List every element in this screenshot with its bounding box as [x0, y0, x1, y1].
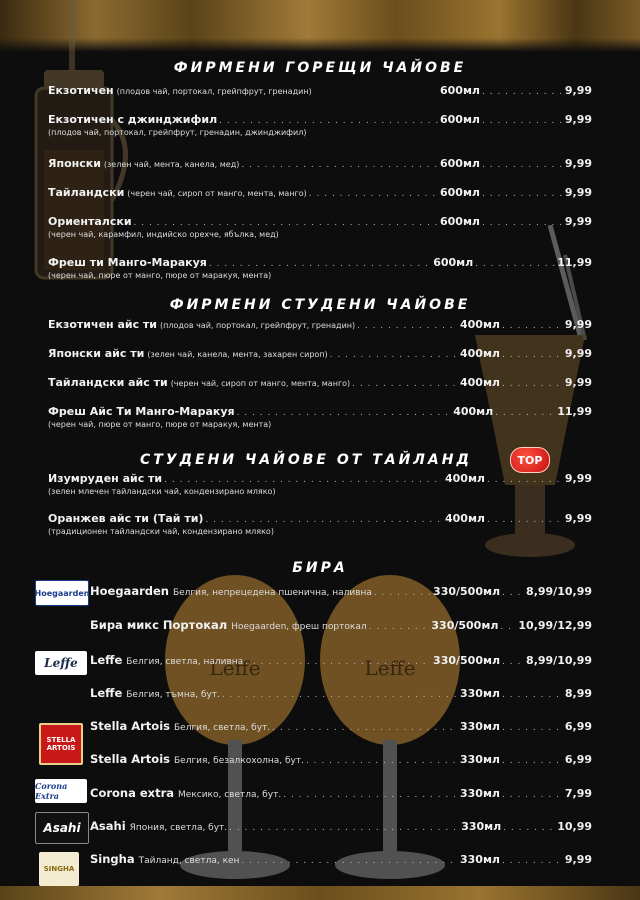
- item-price: 9,99: [564, 347, 592, 360]
- item-sub: (традиционен тайландски чай, кондензирано мляко): [48, 527, 274, 536]
- hot-teas-title: ФИРМЕНИ ГОРЕЩИ ЧАЙОВЕ: [173, 60, 467, 76]
- beer-row: [90, 819, 592, 833]
- stella-artois-logo: STELLA ARTOIS: [39, 723, 83, 765]
- item-desc: (черен чай, сироп от манго, мента, манго): [127, 189, 307, 198]
- tea-press-illustration: [14, 0, 134, 300]
- item-name: Японски: [48, 157, 101, 170]
- cold-teas-title: ФИРМЕНИ СТУДЕНИ ЧАЙОВЕ: [169, 297, 471, 313]
- beer-row: [90, 752, 592, 766]
- item-name: Фреш Айс Ти Манго-Маракуя: [48, 405, 235, 418]
- item-volume: 400мл: [444, 472, 485, 485]
- item-price: 9,99: [564, 512, 592, 525]
- item-volume: 600мл: [439, 186, 480, 199]
- item-name: Тайландски айс ти: [48, 376, 168, 389]
- item-name: Изумруден айс ти: [48, 472, 163, 485]
- item-name: Екзотичен айс ти: [48, 318, 158, 331]
- item-price: 9,99: [564, 215, 592, 228]
- item-name: Японски айс ти: [48, 347, 145, 360]
- item-name: Stella Artois: [90, 752, 170, 766]
- cold-tea-row: [48, 405, 592, 429]
- item-name: Asahi: [90, 819, 126, 833]
- cold-tea-row: [48, 347, 592, 360]
- item-desc: (плодов чай, портокал, грейпфрут, гренадин): [116, 87, 312, 96]
- item-price: 9,99: [564, 376, 592, 389]
- item-volume: 330мл: [459, 787, 500, 800]
- item-desc: Белгия, непрецедена пшенична, наливна: [172, 588, 372, 598]
- item-sub: (плодов чай, портокал, грейпфрут, гренадин, джинджифил): [48, 128, 307, 137]
- item-name: Stella Artois: [90, 719, 170, 733]
- item-desc: Белгия, безалкохолна, бут.: [173, 756, 304, 766]
- thai-tea-row: [48, 512, 592, 536]
- hoegaarden-logo: Hoegaarden: [35, 580, 89, 606]
- item-volume: 600мл: [439, 215, 480, 228]
- item-volume: 330/500мл: [433, 585, 501, 598]
- item-price: 9,99: [564, 472, 592, 485]
- item-name: Corona extra: [90, 786, 175, 800]
- item-desc: Белгия, светла, бут.: [173, 723, 271, 733]
- thai-tea-row: [48, 472, 592, 496]
- item-price: 9,99: [564, 186, 592, 199]
- item-desc: Тайланд, светла, кен: [138, 856, 240, 866]
- item-price: 9,99: [564, 318, 592, 331]
- beer-row: [90, 653, 592, 667]
- beer-row: [90, 786, 592, 800]
- item-price: 9,99: [564, 853, 592, 866]
- item-name: Hoegaarden: [90, 584, 169, 598]
- beer-row: [90, 719, 592, 733]
- item-desc: Белгия, светла, наливна: [126, 657, 244, 667]
- item-price: 8,99/10,99: [526, 654, 592, 667]
- item-volume: 400мл: [459, 318, 500, 331]
- hot-tea-row: [48, 113, 592, 137]
- item-price: 6,99: [564, 753, 592, 766]
- item-volume: 400мл: [459, 376, 500, 389]
- item-volume: 330/500мл: [431, 619, 499, 632]
- item-name: Leffe: [90, 686, 123, 700]
- item-price: 7,99: [564, 787, 592, 800]
- hot-tea-row: [48, 215, 592, 239]
- item-price: 8,99/10,99: [526, 585, 592, 598]
- item-price: 9,99: [564, 84, 592, 97]
- item-volume: 600мл: [439, 84, 480, 97]
- top-badge: TOP: [510, 447, 550, 473]
- item-desc: Япония, светла, бут.: [129, 823, 228, 833]
- item-volume: 330мл: [459, 720, 500, 733]
- item-volume: 600мл: [433, 256, 474, 269]
- item-name: Оранжев айс ти (Тай ти): [48, 512, 204, 525]
- item-name: Бира микс Портокал: [90, 618, 228, 632]
- glass-logo-left: Leffe: [209, 656, 261, 680]
- item-price: 6,99: [564, 720, 592, 733]
- beer-row: [90, 584, 592, 598]
- cold-tea-row: [48, 318, 592, 331]
- item-price: 8,99: [564, 687, 592, 700]
- item-name: Тайландски: [48, 186, 125, 199]
- item-desc: Белгия, тъмна, бут.: [126, 690, 220, 700]
- item-price: 10,99/12,99: [518, 619, 592, 632]
- item-name: Singha: [90, 852, 135, 866]
- item-volume: 400мл: [459, 347, 500, 360]
- hot-tea-row: [48, 84, 592, 97]
- hot-tea-row: [48, 157, 592, 170]
- glass-logo-right: Leffe: [364, 656, 416, 680]
- leffe-logo: Leffe: [35, 651, 87, 675]
- item-sub: (зелен млечен тайландски чай, кондензирано мляко): [48, 487, 276, 496]
- item-price: 11,99: [557, 405, 592, 418]
- item-name: Фреш ти Манго-Маракуя: [48, 256, 207, 269]
- beer-title: БИРА: [292, 560, 348, 576]
- item-desc: (черен чай, сироп от манго, мента, манго): [170, 379, 351, 388]
- hot-tea-row: [48, 186, 592, 199]
- beer-row: [90, 686, 592, 700]
- item-volume: 330мл: [459, 687, 500, 700]
- item-volume: 600мл: [439, 113, 480, 126]
- item-name: Ориенталски: [48, 215, 132, 228]
- item-desc: (плодов чай, портокал, грейпфрут, гренадин): [160, 321, 356, 330]
- item-volume: 330мл: [459, 753, 500, 766]
- item-price: 11,99: [557, 256, 592, 269]
- thai-teas-title: СТУДЕНИ ЧАЙОВЕ ОТ ТАЙЛАНД: [140, 452, 472, 468]
- item-desc: (зелен чай, канела, мента, захарен сироп): [147, 350, 328, 359]
- bottom-texture-band: [0, 886, 640, 900]
- asahi-logo: Asahi: [35, 812, 89, 844]
- item-volume: 600мл: [439, 157, 480, 170]
- item-volume: 330/500мл: [433, 654, 501, 667]
- beer-row: [90, 618, 592, 632]
- item-price: 10,99: [557, 820, 592, 833]
- item-name: Екзотичен с джинджифил: [48, 113, 218, 126]
- item-desc: Мексико, светла, бут.: [178, 790, 282, 800]
- item-sub: (черен чай, карамфил, индийско орехче, ябълка, мед): [48, 230, 279, 239]
- item-price: 9,99: [564, 157, 592, 170]
- item-volume: 400мл: [453, 405, 494, 418]
- corona-logo: Corona Extra: [35, 779, 87, 803]
- item-volume: 400мл: [444, 512, 485, 525]
- item-volume: 330мл: [459, 853, 500, 866]
- beer-row: [90, 852, 592, 866]
- item-sub: (черен чай, пюре от манго, пюре от маракуя, мента): [48, 420, 272, 429]
- item-price: 9,99: [564, 113, 592, 126]
- item-name: Екзотичен: [48, 84, 114, 97]
- hot-tea-row: [48, 256, 592, 280]
- item-desc: Hoegaarden, фреш портокал: [231, 622, 367, 632]
- singha-logo: SINGHA: [39, 852, 79, 886]
- item-volume: 330мл: [461, 820, 502, 833]
- item-name: Leffe: [90, 653, 123, 667]
- cold-tea-row: [48, 376, 592, 389]
- item-desc: (зелен чай, мента, канела, мед): [103, 160, 240, 169]
- item-sub: (черен чай, пюре от манго, пюре от маракуя, мента): [48, 271, 272, 280]
